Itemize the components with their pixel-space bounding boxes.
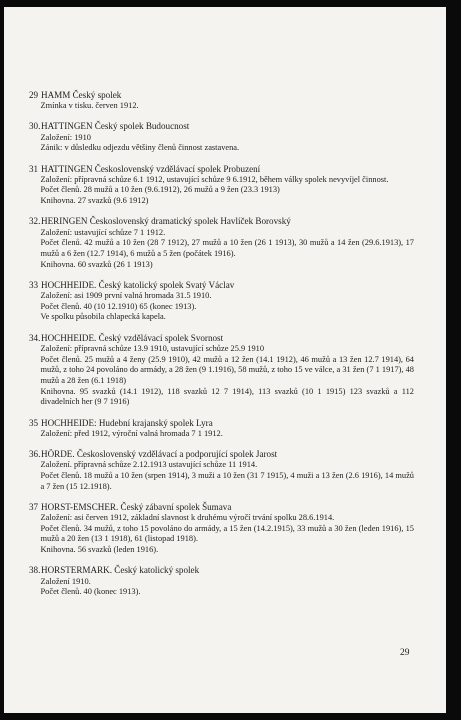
entry-title: HERINGEN Československý dramatický spolek Havlíček Borovský (41, 216, 291, 227)
entry-heading (29, 449, 414, 460)
entry (29, 333, 414, 408)
entry-line: Počet členů. 42 mužů a 10 žen (28 7 1912), 27 mužů a 10 žen (26 1 1913), 30 mužů a 14 žen (29.6.1913), 17 mužů a 6 žen (12.7 1914), 6 mužů a 5 žen (počátek 1916). (40, 238, 414, 258)
entry (29, 565, 414, 598)
entry-title: HATTINGEN Český spolek Budoucnost (41, 121, 190, 132)
entry-heading (29, 565, 414, 576)
entry (29, 216, 414, 270)
entry-line: Založení: před 1912, výroční valná hromada 7 1 1912. (40, 428, 223, 438)
entry-line: Založení: asi 1909 první valná hromada 31.5 1910. (40, 291, 212, 301)
entry-line: Zmínka v tisku. červen 1912. (40, 101, 139, 111)
entry (29, 164, 414, 207)
entry (29, 449, 414, 492)
entry-line: Založení 1910. (40, 576, 91, 586)
entry-heading (29, 418, 414, 429)
entry-line: Počet členů. 28 mužů a 10 žen (9.6.1912), 26 mužů a 9 žen (23.3 1913) (40, 185, 280, 195)
entry-number: 37 (29, 501, 39, 512)
entry-line: Založení: přípravná schůze 6.1 1912, ustavující schůze 9 6.1912, během války spolek nevyvíjel činnost. (40, 174, 389, 184)
entry-heading (29, 164, 414, 175)
entry-title: HOCHHEIDE. Český katolický spolek Svatý Václav (41, 279, 235, 290)
entry-number: 32. (29, 216, 41, 227)
entry-line: Počet členů. 25 mužů a 4 ženy (25.9 1910), 42 mužů a 12 žen (14.1 1912), 46 mužů a 13 žen 12.7 1914), 64 mužů, z toho 24 povoláno do armády, a 28 žen (9 1.1916), 58 mužů, z toho 15 ve válce, a 31 žen (7 1 1917), 48 mužů a 28 žen (6.1 1918) (40, 354, 414, 385)
entry (29, 121, 414, 154)
entry-line: Zánik: v důsledku odjezdu většiny členů činnost zastavena. (40, 143, 240, 153)
entry (29, 280, 414, 323)
entry-line: Knihovna. 56 svazků (leden 1916). (40, 545, 159, 555)
entry-title: HAMM Český spolek (41, 90, 122, 100)
entry-line: Knihovna. 60 svazků (26 1 1913) (40, 259, 153, 269)
entry-line: Založení: přípravná schůze 13.9 1910, ustavující schůze 25.9 1910 (40, 343, 265, 353)
entry-line: Založení. přípravná schůze 2.12.1913 ustavující schůze 11 1914. (40, 460, 258, 470)
entry-number: 35 (29, 417, 39, 428)
entry-line: Počet členů. 18 mužů a 10 žen (srpen 1914), 3 muži a 10 žen (31 7 1915), 4 muži a 13 žen (2.6 1916), 14 mužů a 7 žen (15 12.1918). (40, 470, 414, 491)
entry (29, 90, 414, 112)
entry-number: 33 (29, 279, 39, 290)
entry-line: Počet členů. 40 (10 12.1910) 65 (konec 1913). (40, 301, 197, 311)
entry-line: Počet členů. 34 mužů, z toho 15 povoláno do armády, a 15 žen (14.2.1915), 33 mužů a 30 žen (leden 1916), 15 mužů a 20 žen (13 1 1918), 61 (listopad 1918). (40, 523, 414, 544)
entry-line: Založení: asi červen 1912, základní slavnost k druhému výročí trvání spolku 28.6.1914. (40, 513, 335, 522)
entry-heading (29, 216, 414, 227)
entry-number: 29 (29, 90, 39, 100)
entry (29, 418, 414, 440)
entry-title: HOCHHEIDE: Hudební krajanský spolek Lyra (41, 417, 213, 428)
entry-line: Knihovna. 27 svazků (9.6 1912) (40, 196, 149, 206)
entry-title: HÖRDE. Československý vzdělávací a podporující spolek Jarost (41, 448, 278, 459)
entry-title: HATTINGEN Československý vzdělávací spolek Probuzení (41, 163, 261, 174)
entry-line: Založení: 1910 (40, 132, 91, 142)
entry-heading (29, 333, 414, 344)
entry-heading (29, 502, 414, 513)
entry-number: 34. (29, 332, 41, 343)
document-page (4, 7, 446, 713)
page-number: 29 (400, 648, 410, 658)
entry-number: 38. (29, 565, 41, 576)
entry-heading (29, 280, 414, 291)
entry-line: Počet členů. 40 (konec 1913). (40, 587, 141, 597)
entry-heading (29, 90, 414, 101)
entry-number: 31 (29, 163, 39, 174)
entry (29, 502, 414, 556)
entry-title: HORSTERMARK. Český katolický spolek (41, 565, 200, 576)
entry-line: Ve spolku působila chlapecká kapela. (40, 312, 166, 322)
entries-list (29, 90, 414, 607)
entry-line: Založení: ustavující schůze 7 1 1912. (40, 227, 166, 237)
entry-heading (29, 121, 414, 132)
entry-number: 30. (29, 121, 41, 132)
entry-number: 36. (29, 448, 41, 459)
entry-title: HORST-EMSCHER. Český zábavní spolek Šumava (41, 501, 232, 512)
entry-title: HOCHHEIDE. Český vzdělávací spolek Svornost (41, 332, 224, 343)
entry-line: Knihovna. 95 svazků (14.1 1912), 118 svazků 12 7 1914), 113 svazků (10 1 1915) 123 svazků a 112 divadelních her (9 7 1916) (40, 386, 414, 407)
